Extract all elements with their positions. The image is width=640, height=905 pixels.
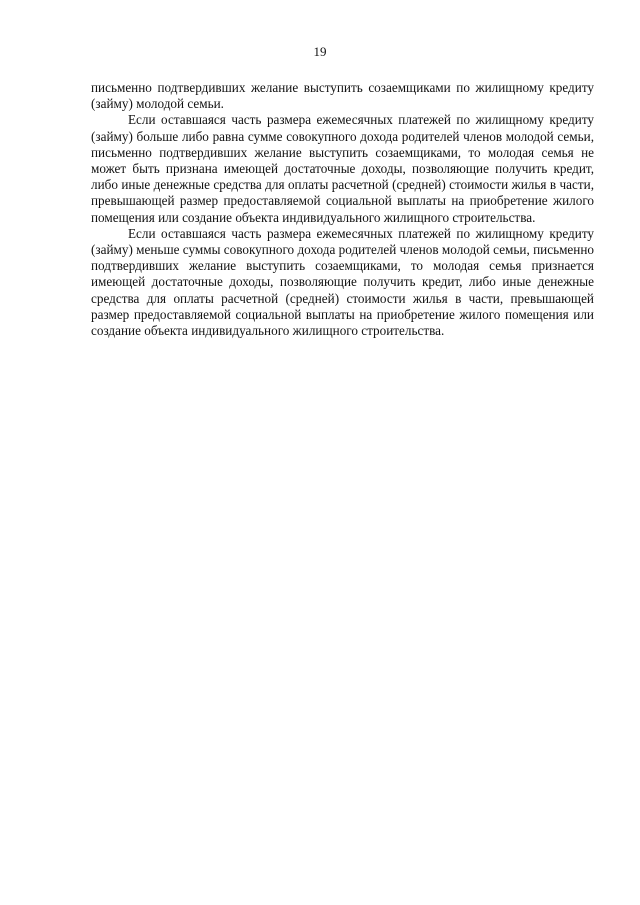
paragraph-sufficient-income: Если оставшаяся часть размера ежемесячных платежей по жилищному кредиту (займу) меньше суммы совокупного дохода родителей членов молодой семьи, письменно подтвердивших желание выступить созаемщиками, то молодая семья признается имеющей достаточные доходы, позволяющие получить кредит, либо иные денежные средства для оплаты расчетной (средней) стоимости жилья в части, превышающей размер предоставляемой социальной выплаты на приобретение жилого помещения или создание объекта индивидуального жилищного строительства. — [91, 225, 594, 339]
paragraph-insufficient-income: Если оставшаяся часть размера ежемесячных платежей по жилищному кредиту (займу) больше либо равна сумме совокупного дохода родителей членов молодой семьи, письменно подтвердивших желание выступить созаемщиками, то молодая семья не может быть признана имеющей достаточные доходы, позволяющие получить кредит, либо иные денежные средства для оплаты расчетной (средней) стоимости жилья в части, превышающей размер предоставляемой социальной выплаты на приобретение жилого помещения или создание объекта индивидуального жилищного строительства. — [91, 112, 594, 225]
page-number: 19 — [313, 44, 327, 59]
document-text — [91, 80, 594, 339]
paragraph-continuation: письменно подтвердивших желание выступить созаемщиками по жилищному кредиту (займу) молодой семьи. — [91, 80, 594, 112]
